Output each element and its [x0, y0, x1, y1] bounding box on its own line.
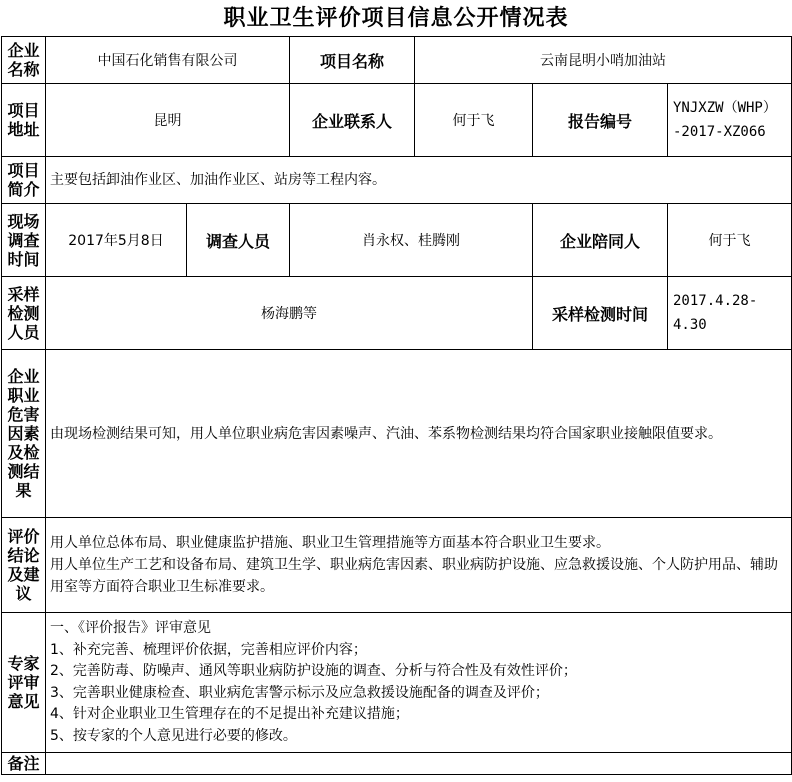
label-project-intro: 项目简介: [2, 157, 46, 204]
label-project-name: 项目名称: [290, 37, 415, 84]
row-intro: [2, 157, 792, 204]
label-surveyors: 调查人员: [187, 204, 290, 277]
label-project-address: 项目地址: [2, 84, 46, 157]
value-project-name: 云南昆明小哨加油站: [415, 37, 792, 84]
sampling-time-line2: 4.30: [673, 317, 707, 333]
value-conclusions: [46, 518, 792, 613]
row-address: [2, 84, 792, 157]
label-sampling-time: 采样检测时间: [533, 277, 668, 350]
label-report-no: 报告编号: [533, 84, 668, 157]
value-company-contact: 何于飞: [415, 84, 533, 157]
expert-opinion-line: 1、补充完善、梳理评价依据，完善相应评价内容；: [50, 641, 367, 658]
value-expert-opinion: [46, 613, 792, 753]
sampling-time-line1: 2017.4.28-: [673, 293, 758, 309]
label-expert-opinion: 专家评审意见: [2, 613, 46, 753]
report-no-line2: -2017-XZ066: [673, 124, 766, 140]
label-conclusions: 评价结论及建议: [2, 518, 46, 613]
value-project-intro: 主要包括卸油作业区、加油作业区、站房等工程内容。: [46, 157, 792, 204]
label-site-survey-time: 现场调查时间: [2, 204, 46, 277]
value-site-survey-time: 2017年5月8日: [46, 204, 187, 277]
row-hazard: [2, 350, 792, 518]
value-company-name: 中国石化销售有限公司: [46, 37, 290, 84]
label-company-companion: 企业陪同人: [533, 204, 668, 277]
row-remarks: [2, 753, 792, 775]
value-report-no: [668, 84, 792, 157]
row-conclusions: [2, 518, 792, 613]
row-sampling: [2, 277, 792, 350]
row-company: [2, 37, 792, 84]
expert-opinion-line: 4、针对企业职业卫生管理存在的不足提出补充建议措施；: [50, 706, 409, 722]
label-hazard-results: 企业职业危害因素及检测结果: [2, 350, 46, 518]
label-company-name: 企业名称: [2, 37, 46, 84]
label-sampling-staff: 采样检测人员: [2, 277, 46, 350]
value-remarks: [46, 753, 792, 775]
value-company-companion: 何于飞: [668, 204, 792, 277]
conclusions-paragraph-2: 用人单位生产工艺和设备布局、建筑卫生学、职业病危害因素、职业病防护设施、应急救援设施、个人防护用品、辅助用室等方面符合职业卫生标准要求。: [50, 557, 778, 595]
expert-opinion-line: 5、按专家的个人意见进行必要的修改。: [50, 727, 297, 744]
row-survey: [2, 204, 792, 277]
label-company-contact: 企业联系人: [290, 84, 415, 157]
value-hazard-results: 由现场检测结果可知，用人单位职业病危害因素噪声、汽油、苯系物检测结果均符合国家职业接触限值要求。: [46, 350, 792, 518]
report-no-line1: YNJXZW（WHP）: [673, 100, 777, 116]
value-project-address: 昆明: [46, 84, 290, 157]
value-sampling-staff: 杨海鹏等: [46, 277, 533, 350]
label-remarks: 备注: [2, 753, 46, 775]
value-surveyors: 肖永权、桂腾刚: [290, 204, 533, 277]
page-title: 职业卫生评价项目信息公开情况表: [223, 5, 569, 31]
expert-opinion-line: 一、《评价报告》评审意见: [50, 620, 211, 636]
expert-opinion-line: 2、完善防毒、防噪声、通风等职业病防护设施的调查、分析与符合性及有效性评价；: [50, 663, 577, 679]
expert-opinion-line: 3、完善职业健康检查、职业病危害警示标示及应急救援设施配备的调查及评价；: [50, 684, 549, 701]
value-sampling-time: [668, 277, 792, 350]
conclusions-paragraph-1: 用人单位总体布局、职业健康监护措施、职业卫生管理措施等方面基本符合职业卫生要求。: [50, 535, 610, 551]
row-expert: [2, 613, 792, 753]
info-table: [1, 36, 792, 775]
